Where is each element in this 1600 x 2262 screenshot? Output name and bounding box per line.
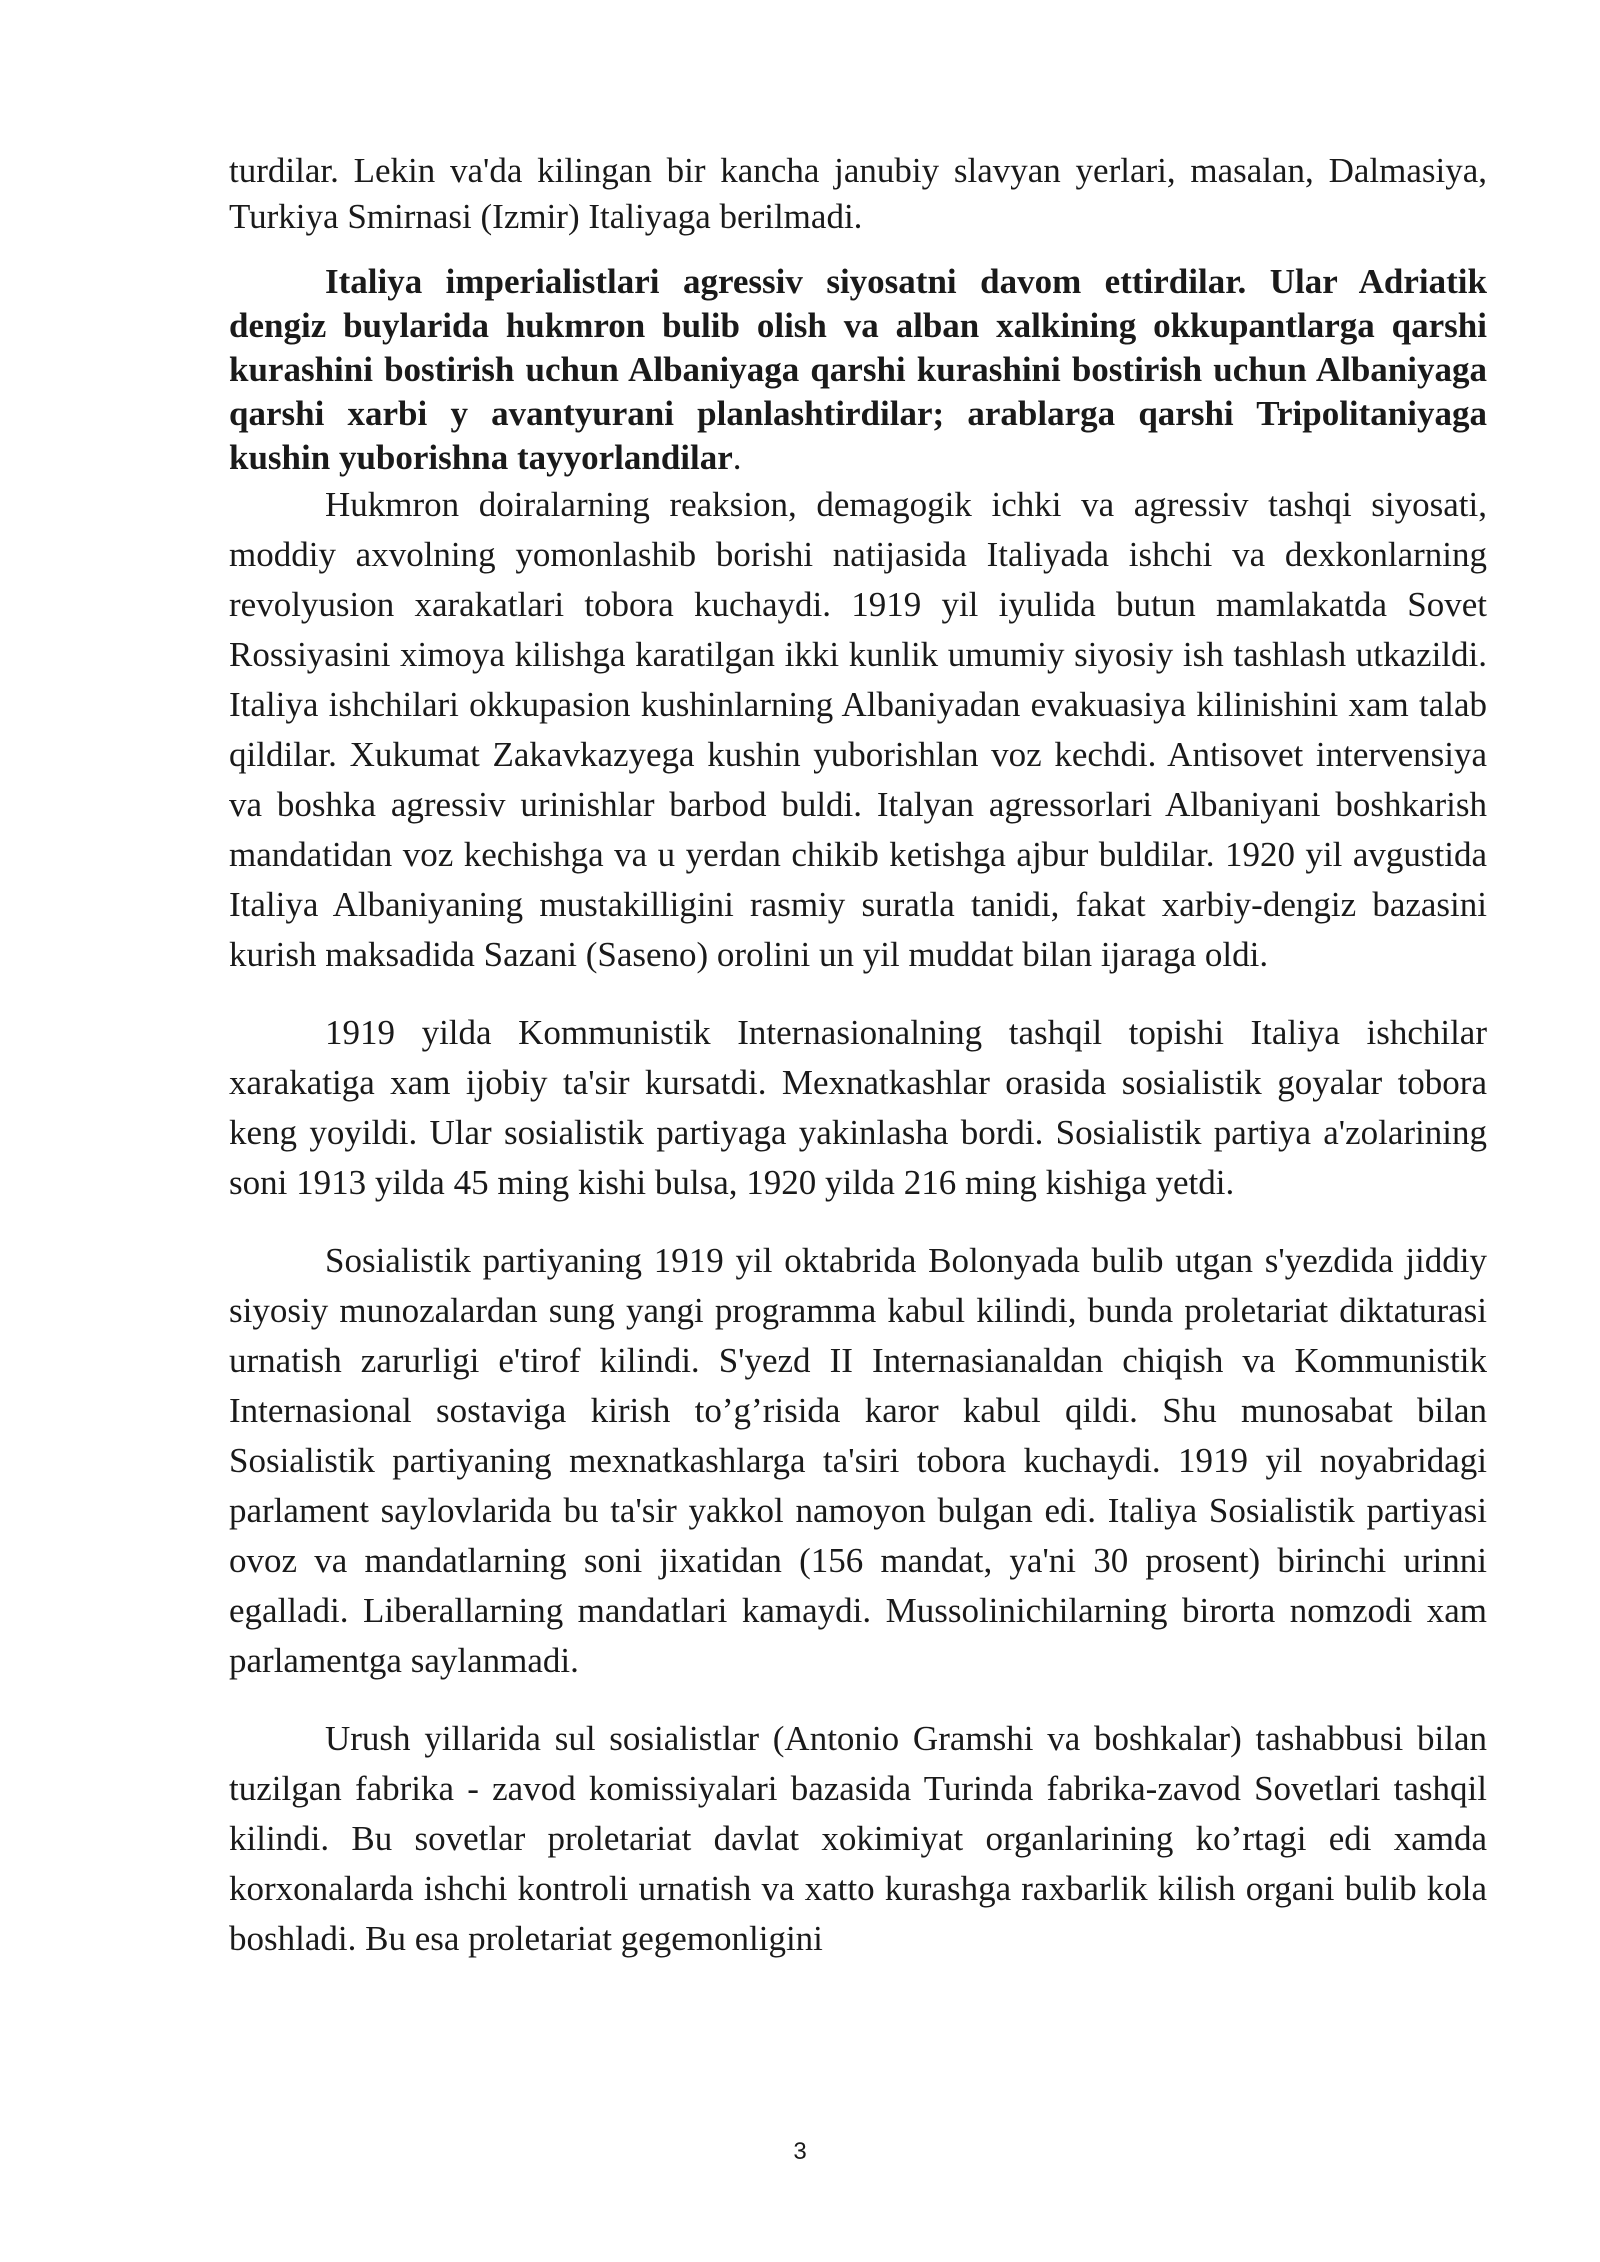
paragraph-ruling-circles: Hukmron doiralarning reaksion, demagogik ichki va agressiv tashqi siyosati, moddiy axvolning yomonlashib borishi natijasida Italiyada ishchi va dexkonlarning revolyusion xarakatlari tobora kuchaydi. 1919 yil iyulida butun mamlakatda Sovet Rossiyasini ximoya kilishga karatilgan ikki kunlik umumiy siyosiy ish tashlash utkazildi. Italiya ishchilari okkupasion kushinlarning Albaniyadan evakuasiya kilinishini xam talab qildilar. Xukumat Zakavkazyega kushin yuborishlan voz kechdi. Antisovet intervensiya va boshka agressiv urinishlar barbod buldi. Italyan agressorlari Albaniyani boshkarish mandatidan voz kechishga va u yerdan chikib ketishga ajbur buldilar. 1920 yil avgustida Italiya Albaniyaning mustakilligini rasmiy suratla tanidi, fakat xarbiy-dengiz bazasini kurish maksadida Sazani (Saseno) orolini un yil muddat bilan ijaraga oldi. xyxy=(229,485,1487,974)
document-body xyxy=(229,148,1487,1964)
paragraph-factory-councils: Urush yillarida sul sosialistlar (Antonio Gramshi va boshkalar) tashabbusi bilan tuzilgan fabrika - zavod komissiyalari bazasida Turinda fabrika-zavod Sovetlari tashqil kilindi. Bu sovetlar proletariat davlat xokimiyat organlarining ko’rtagi edi xamda korxonalarda ishchi kontroli urnatish va xatto kurashga raxbarlik kilish organi bulib kola boshladi. Bu esa proletariat gegemonligini xyxy=(229,1719,1487,1958)
paragraph-tail: . xyxy=(732,438,742,477)
paragraph-continuation: turdilar. Lekin va'da kilingan bir kancha janubiy slavyan yerlari, masalan, Dalmasiya, Turkiya Smirnasi (Izmir) Italiyaga berilmadi. xyxy=(229,151,1487,236)
paragraph-comintern: 1919 yilda Kommunistik Internasionalning tashqil topishi Italiya ishchilar xarakatiga xam ijobiy ta'sir kursatdi. Mexnatkashlar orasida sosialistik goyalar tobora keng yoyildi. Ular sosialistik partiyaga yakinlasha bordi. Sosialistik partiya a'zolarining soni 1913 yilda 45 ming kishi bulsa, 1920 yilda 216 ming kishiga yetdi. xyxy=(229,1013,1487,1202)
paragraph-socialist-party-congress: Sosialistik partiyaning 1919 yil oktabrida Bolonyada bulib utgan s'yezdida jiddiy siyosiy munozalardan sung yangi programma kabul kilindi, bunda proletariat diktaturasi urnatish zarurligi e'tirof kilindi. S'yezd II Internasianaldan chiqish va Kommunistik Internasional sostaviga kirish to’g’risida karor kabul qildi. Shu munosabat bilan Sosialistik partiyaning mexnatkashlarga ta'siri tobora kuchaydi. 1919 yil noyabridagi parlament saylovlarida bu ta'sir yakkol namoyon bulgan edi. Italiya Sosialistik partiyasi ovoz va mandatlarning soni jixatidan (156 mandat, ya'ni 30 prosent) birinchi urinni egalladi. Liberallarning mandatlari kamaydi. Mussolinichilarning birorta nomzodi xam parlamentga saylanmadi. xyxy=(229,1241,1487,1680)
page-number: 3 xyxy=(793,2138,807,2165)
paragraph-bold-italian-imperialists xyxy=(229,260,1487,480)
bold-text: Italiya imperialistlari agressiv siyosatni davom ettirdilar. Ular Adriatik dengiz buylarida hukmron bulib olish va alban xalkining okkupantlarga qarshi kurashini bostirish uchun Albaniyaga qarshi kurashini bostirish uchun Albaniyaga qarshi xarbi y avantyurani planlashtirdilar; arablarga qarshi Tripolitaniyaga kushin yuborishna tayyorlandilar xyxy=(229,262,1487,477)
